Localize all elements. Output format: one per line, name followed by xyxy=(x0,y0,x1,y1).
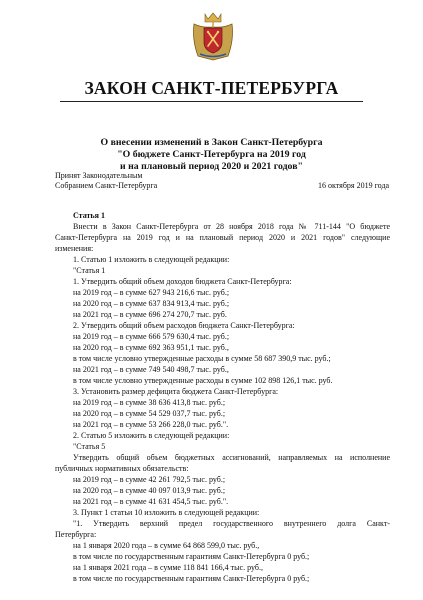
body-line: на 2020 год – в сумме 40 097 013,9 тыс. руб.; xyxy=(73,486,226,495)
body-line: на 2021 год – в сумме 749 540 498,7 тыс. руб., xyxy=(73,365,229,374)
body-line: на 2021 год – в сумме 53 266 228,0 тыс. руб.". xyxy=(73,420,229,429)
article-heading: Статья 1 xyxy=(73,211,105,220)
body-line: 3. Установить размер дефицита бюджета Санкт-Петербурга: xyxy=(73,387,279,396)
body-line: на 2020 год – в сумме 54 529 037,7 тыс. руб.; xyxy=(73,409,226,418)
law-title: ЗАКОН САНКТ-ПЕТЕРБУРГА xyxy=(84,78,339,98)
body-line: на 2021 год – в сумме 696 274 270,7 тыс. руб. xyxy=(73,310,227,319)
body-line: Петербурга: xyxy=(55,530,97,539)
adoption-line: Принят Законодательным xyxy=(55,171,143,180)
subtitle-line: О внесении изменений в Закон Санкт-Петербурга xyxy=(100,137,323,148)
body-line: в том числе условно утвержденные расходы в сумме 102 898 126,1 тыс. руб. xyxy=(73,376,333,385)
subtitle-line: и на плановый период 2020 и 2021 годов" xyxy=(120,161,303,172)
body-line: на 1 января 2021 года – в сумме 118 841 166,4 тыс. руб., xyxy=(73,563,263,572)
law-subtitle xyxy=(0,137,423,173)
body-line: в том числе по государственным гарантиям Санкт-Петербурга 0 руб.; xyxy=(73,574,310,583)
body-line: Внести в Закон Санкт-Петербурга от 28 ноября 2018 года № 711-144 "О бюджете xyxy=(73,222,390,231)
body-line: "Статья 5 xyxy=(73,442,106,451)
body-line: 2. Утвердить общий объем расходов бюджета Санкт-Петербурга: xyxy=(73,321,295,330)
body-line: "Статья 1 xyxy=(73,266,106,275)
body-line: 1. Утвердить общий объем доходов бюджета Санкт-Петербурга: xyxy=(73,277,292,286)
law-body xyxy=(55,210,390,584)
body-line: в том числе по государственным гарантиям Санкт-Петербурга 0 руб.; xyxy=(73,552,310,561)
body-line: на 2020 год – в сумме 692 363 951,1 тыс. руб., xyxy=(73,343,229,352)
coat-of-arms-emblem xyxy=(190,10,236,62)
body-line: изменения: xyxy=(55,244,94,253)
body-line: на 2019 год – в сумме 42 261 792,5 тыс. руб.; xyxy=(73,475,226,484)
body-line: 3. Пункт 1 статьи 10 изложить в следующей редакции: xyxy=(73,508,260,517)
body-line: на 2019 год – в сумме 627 943 216,6 тыс. руб.; xyxy=(73,288,230,297)
adoption-note xyxy=(55,171,157,191)
body-line: в том числе условно утвержденные расходы в сумме 58 687 390,9 тыс. руб.; xyxy=(73,354,331,363)
body-line: на 2020 год – в сумме 637 834 913,4 тыс. руб.; xyxy=(73,299,230,308)
body-line: на 2019 год – в сумме 38 636 413,8 тыс. руб.; xyxy=(73,398,226,407)
body-line: на 1 января 2020 года – в сумме 64 868 599,0 тыс. руб., xyxy=(73,541,260,550)
body-line: "1. Утвердить верхний предел государственного внутреннего долга Санкт- xyxy=(73,519,390,528)
body-line: на 2019 год – в сумме 666 579 630,4 тыс. руб.; xyxy=(73,332,230,341)
adoption-line: Собранием Санкт-Петербурга xyxy=(55,181,158,190)
body-line: публичных нормативных обязательств: xyxy=(55,464,189,473)
body-line: на 2021 год – в сумме 41 631 454,5 тыс. руб.". xyxy=(73,497,229,506)
body-line: Утвердить общий объем бюджетных ассигнований, направляемых на исполнение xyxy=(73,453,390,462)
title-divider xyxy=(60,101,363,102)
body-line: Санкт-Петербурга на 2019 год и на плановый период 2020 и 2021 годов" следующие xyxy=(55,233,390,242)
subtitle-line: "О бюджете Санкт-Петербурга на 2019 год xyxy=(117,149,306,160)
body-line: 1. Статью 1 изложить в следующей редакции: xyxy=(73,255,230,264)
adoption-date: 16 октября 2019 года xyxy=(318,181,390,190)
body-line: 2. Статью 5 изложить в следующей редакции: xyxy=(73,431,230,440)
